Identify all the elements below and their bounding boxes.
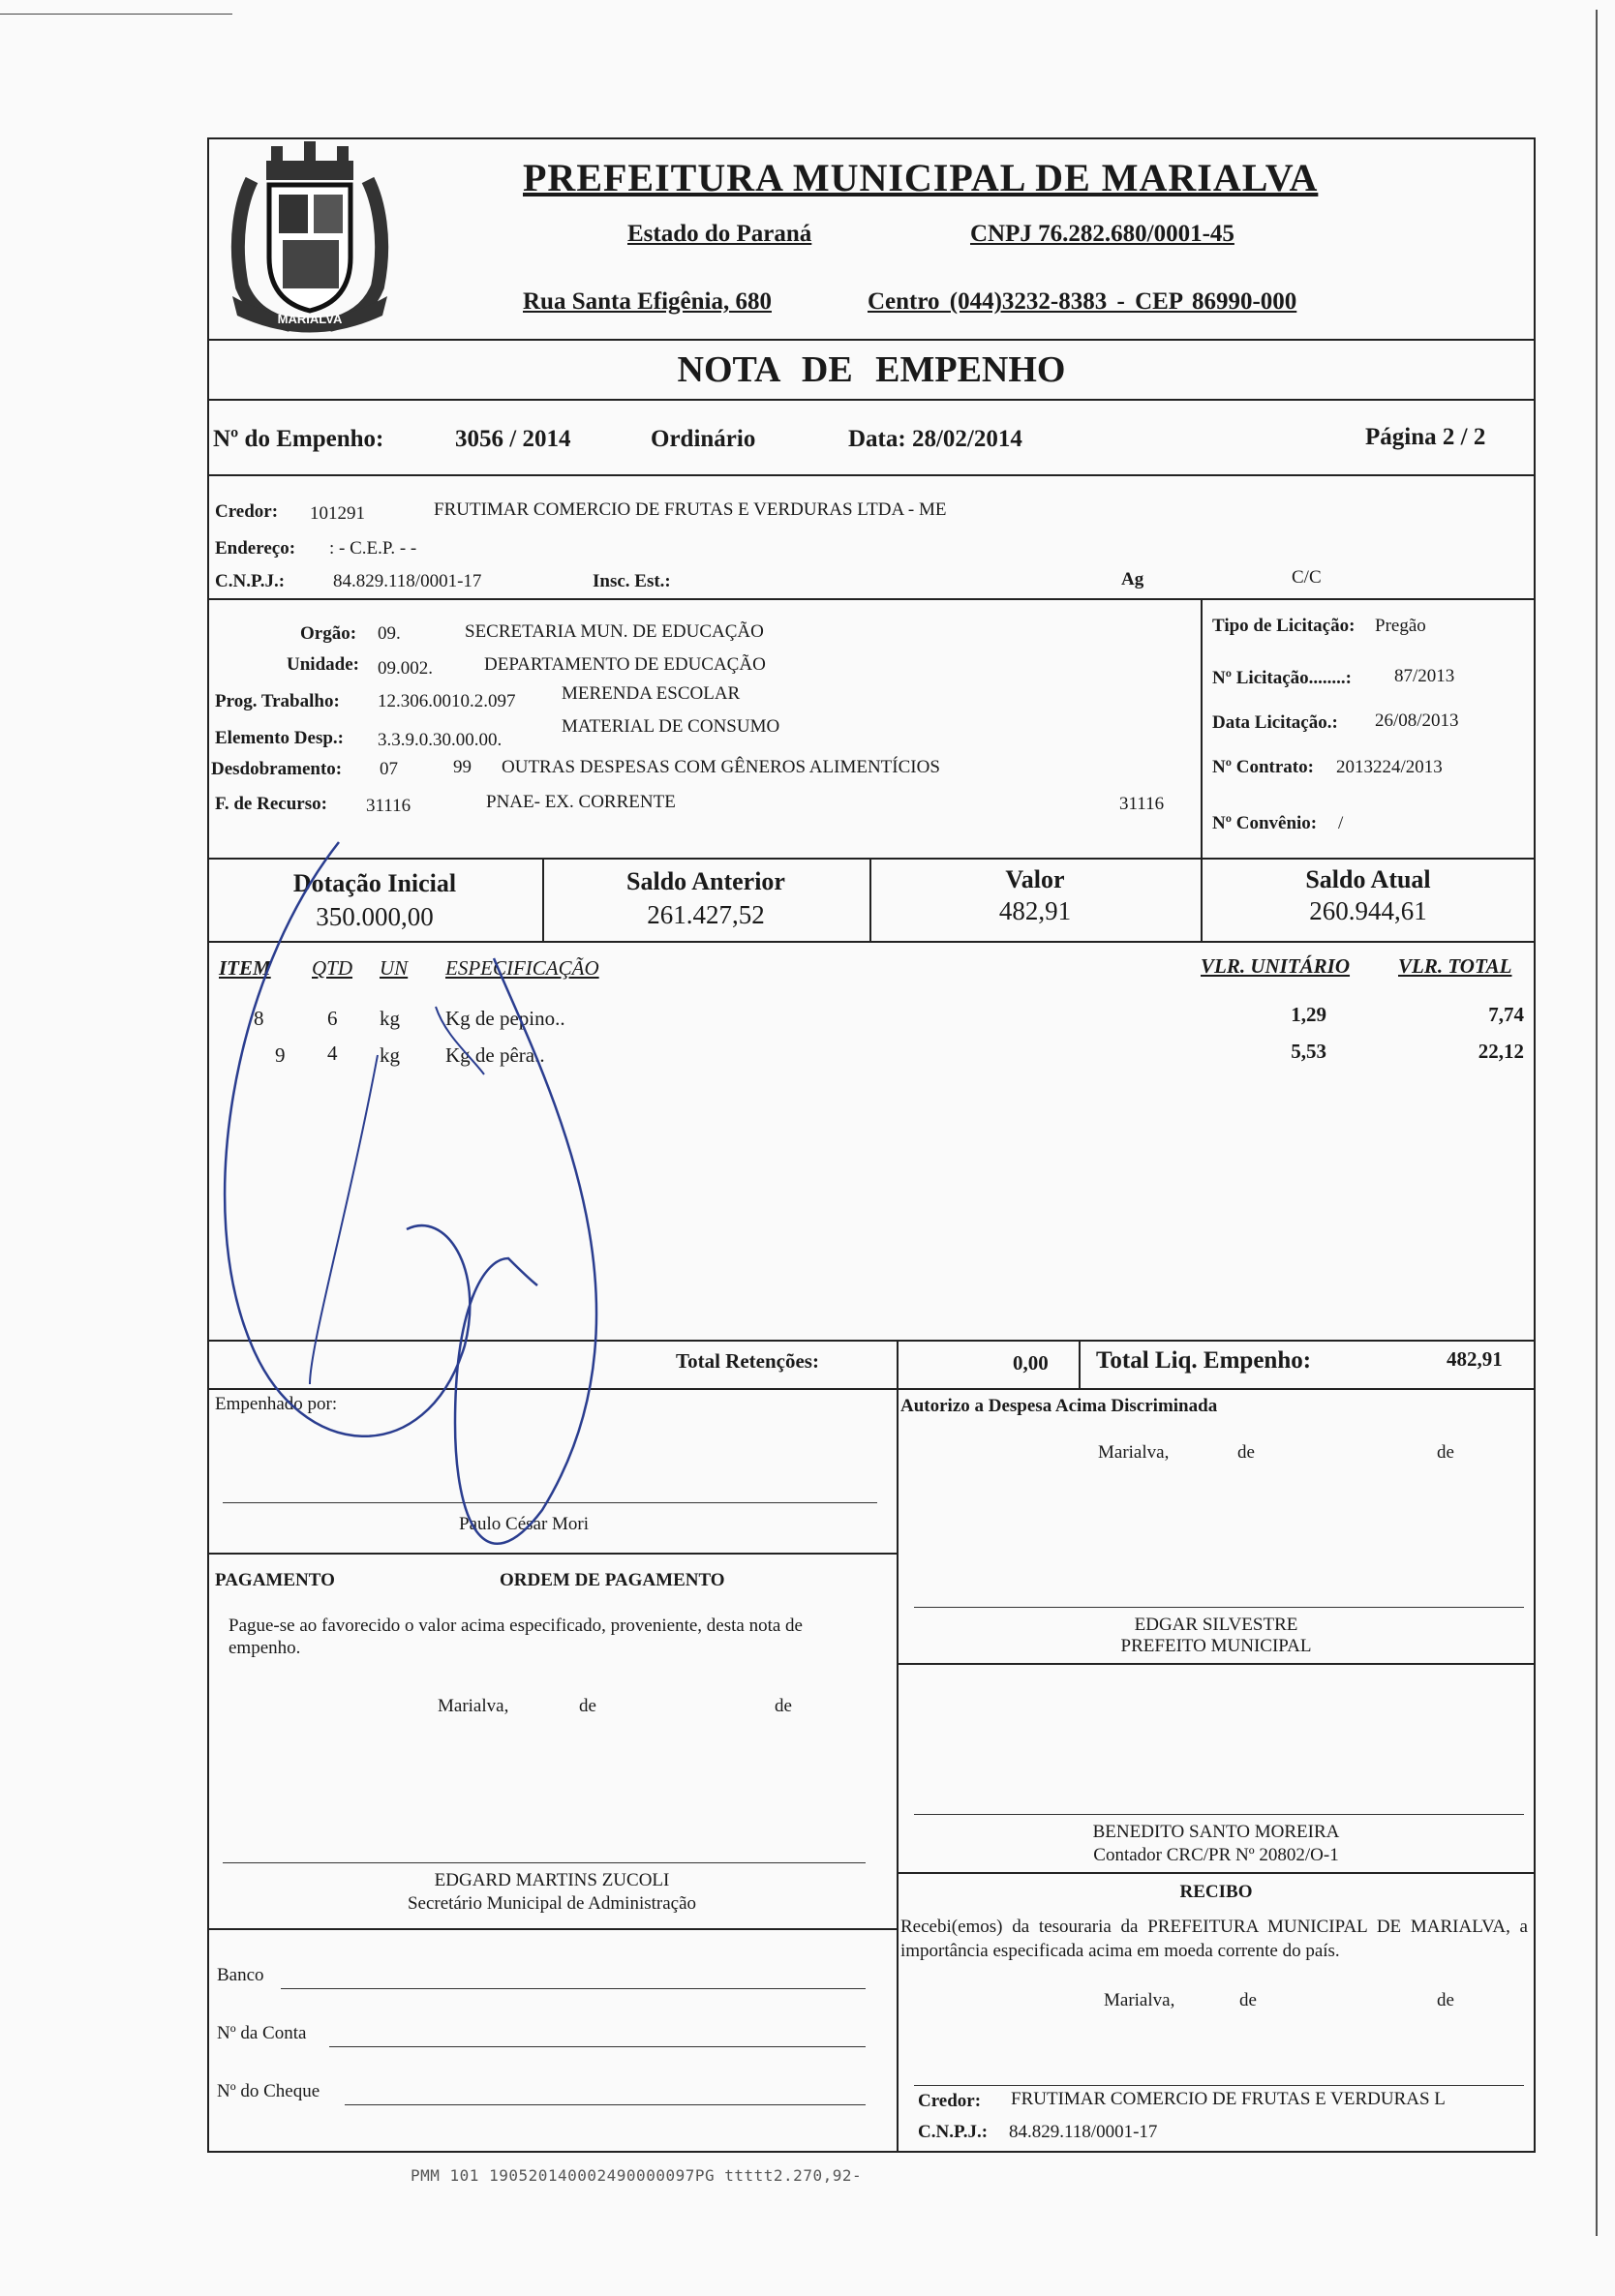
item-number: 8 — [254, 1007, 264, 1030]
empenhado-signer: Paulo César Mori — [459, 1514, 590, 1534]
empenho-number-label: Nº do Empenho: — [213, 426, 384, 452]
empenho-kind: Ordinário — [651, 426, 756, 452]
col-item-header: ITEM — [219, 956, 271, 980]
header-contact: Centro (044)3232-8383 - CEP 86990-000 — [868, 288, 1297, 315]
pagamento-city: Marialva, — [438, 1696, 509, 1716]
municipal-crest-icon — [213, 141, 407, 345]
liq-empenho-label: Total Liq. Empenho: — [1096, 1347, 1312, 1374]
balance-divider — [207, 941, 1536, 943]
unidade-desc: DEPARTAMENTO DE EDUCAÇÃO — [484, 654, 766, 675]
secretary-name: EDGARD MARTINS ZUCOLI — [434, 1870, 670, 1890]
pagamento-text: Pague-se ao favorecido o valor acima especificado, proveniente, desta nota de empenho. — [229, 1616, 803, 1658]
contador-role: Contador CRC/PR Nº 20802/O-1 — [1093, 1845, 1339, 1865]
recibo-de-1: de — [1239, 1990, 1257, 2010]
item-unit-price: 1,29 — [1291, 1003, 1326, 1026]
desdobramento-desc: OUTRAS DESPESAS COM GÊNEROS ALIMENTÍCIOS — [502, 757, 940, 777]
recibo-signature-line — [914, 2085, 1524, 2086]
totals-sep-1 — [897, 1340, 899, 1388]
totals-bottom-line — [207, 1388, 1536, 1390]
pagamento-de-2: de — [775, 1696, 792, 1716]
dotacao-value: 350.000,00 — [316, 902, 434, 931]
recurso-desc: PNAE- EX. CORRENTE — [486, 792, 676, 812]
autorizo-title: Autorizo a Despesa Acima Discriminada — [900, 1396, 1218, 1416]
footer-code: PMM 101 190520140002490000097PG ttttt2.270,92- — [411, 2166, 863, 2185]
unidade-label: Unidade: — [287, 654, 359, 675]
elemento-label: Elemento Desp.: — [215, 728, 344, 748]
item-un: kg — [380, 1007, 400, 1030]
totals-sep-2 — [1079, 1340, 1081, 1388]
autorizo-city: Marialva, — [1098, 1442, 1170, 1463]
item-qtd: 4 — [327, 1042, 338, 1065]
item-total: 22,12 — [1478, 1040, 1524, 1063]
bank-top-line — [207, 1928, 897, 1930]
contador-name: BENEDITO SANTO MOREIRA — [1092, 1822, 1340, 1842]
tipo-licitacao-label: Tipo de Licitação: — [1212, 616, 1356, 636]
desdobramento-code: 07 — [380, 759, 398, 779]
credor-code: 101291 — [310, 503, 365, 524]
pagamento-top-line — [207, 1553, 897, 1555]
cc-label: C/C — [1292, 567, 1322, 588]
ordem-pagamento-label: ORDEM DE PAGAMENTO — [500, 1570, 725, 1590]
crest-banner-text: MARIALVA — [277, 312, 343, 326]
empenho-divider — [207, 474, 1536, 476]
tipo-licitacao-value: Pregão — [1375, 616, 1426, 636]
recibo-cnpj-label: C.N.P.J.: — [918, 2122, 989, 2142]
conta-label: Nº da Conta — [217, 2023, 307, 2043]
recurso-label: F. de Recurso: — [215, 794, 327, 814]
recibo-credor-label: Credor: — [918, 2091, 982, 2111]
unidade-code: 09.002. — [378, 658, 433, 679]
prefeito-signature-line — [914, 1607, 1524, 1608]
ag-label: Ag — [1121, 569, 1144, 589]
autorizo-de-1: de — [1237, 1442, 1255, 1463]
prog-desc: MERENDA ESCOLAR — [562, 683, 741, 704]
recibo-title: RECIBO — [1179, 1882, 1253, 1902]
contrato-value: 2013224/2013 — [1336, 757, 1443, 777]
recibo-top-line — [897, 1872, 1536, 1874]
page-number: Página 2 / 2 — [1365, 424, 1486, 450]
saldo-atual-value: 260.944,61 — [1309, 896, 1427, 925]
insc-est-label: Insc. Est.: — [593, 571, 671, 591]
convenio-label: Nº Convênio: — [1212, 813, 1318, 833]
scan-line — [0, 14, 232, 15]
autorizo-de-2: de — [1437, 1442, 1454, 1463]
conta-field-line[interactable] — [329, 2046, 866, 2047]
col-un-header: UN — [380, 956, 409, 980]
elemento-desc: MATERIAL DE CONSUMO — [562, 716, 780, 737]
col-spec-header: ESPECIFICAÇÃO — [445, 956, 599, 980]
liq-empenho-value: 482,91 — [1447, 1347, 1503, 1371]
empenhado-signature-line — [223, 1502, 877, 1503]
secretary-role: Secretário Municipal de Administração — [407, 1893, 697, 1914]
title-divider — [207, 399, 1536, 401]
credor-label: Credor: — [215, 501, 279, 522]
credor-cnpj-label: C.N.P.J.: — [215, 571, 286, 591]
address-value: : - C.E.P. - - — [329, 538, 417, 559]
state-name: Estado do Paraná — [627, 221, 812, 247]
cheque-label: Nº do Cheque — [217, 2081, 320, 2101]
item-unit-price: 5,53 — [1291, 1040, 1326, 1063]
item-number: 9 — [275, 1043, 286, 1067]
contrato-label: Nº Contrato: — [1212, 757, 1314, 777]
recurso-code-2: 31116 — [1119, 794, 1165, 814]
licitacao-num-label: Nº Licitação........: — [1212, 668, 1352, 688]
address-label: Endereço: — [215, 538, 296, 559]
contador-signature-line — [914, 1814, 1524, 1815]
col-total-header: VLR. TOTAL — [1398, 954, 1512, 978]
credor-cnpj: 84.829.118/0001-17 — [333, 571, 482, 591]
prog-code: 12.306.0010.2.097 — [378, 691, 516, 711]
pagamento-de-1: de — [579, 1696, 596, 1716]
empenhado-label: Empenhado por: — [215, 1394, 338, 1414]
orgao-desc: SECRETARIA MUN. DE EDUCAÇÃO — [465, 621, 764, 642]
recibo-cnpj-value: 84.829.118/0001-17 — [1009, 2122, 1158, 2142]
saldo-anterior-value: 261.427,52 — [647, 900, 765, 929]
totals-top-line — [207, 1340, 1536, 1342]
item-qtd: 6 — [327, 1007, 338, 1030]
scan-edge-line — [1596, 10, 1598, 2236]
prefeito-role: PREFEITO MUNICIPAL — [1120, 1636, 1312, 1656]
retencoes-value: 0,00 — [1013, 1351, 1049, 1375]
document-title: NOTA DE EMPENHO — [677, 349, 1066, 390]
item-un: kg — [380, 1043, 400, 1067]
saldo-atual-label: Saldo Atual — [1305, 865, 1431, 893]
prog-label: Prog. Trabalho: — [215, 691, 340, 711]
orgao-label: Orgão: — [300, 623, 357, 644]
valor-value: 482,91 — [998, 896, 1072, 925]
empenho-number: 3056 / 2014 — [455, 426, 571, 452]
prefeito-name: EDGAR SILVESTRE — [1134, 1615, 1298, 1635]
licitacao-date-value: 26/08/2013 — [1375, 710, 1459, 731]
recibo-credor-value: FRUTIMAR COMERCIO DE FRUTAS E VERDURAS L — [1011, 2089, 1446, 2109]
desdobramento-label: Desdobramento: — [211, 759, 343, 779]
col-unit-price-header: VLR. UNITÁRIO — [1201, 954, 1351, 978]
recibo-city: Marialva, — [1104, 1990, 1175, 2010]
municipality-title: PREFEITURA MUNICIPAL DE MARIALVA — [523, 156, 1319, 199]
cheque-field-line[interactable] — [345, 2104, 866, 2105]
item-spec: Kg de pepino.. — [445, 1007, 565, 1030]
recibo-de-2: de — [1437, 1990, 1454, 2010]
licitacao-divider — [1201, 598, 1203, 858]
elemento-code: 3.3.9.0.30.00.00. — [378, 730, 503, 750]
saldo-anterior-label: Saldo Anterior — [626, 867, 785, 895]
pagamento-label: PAGAMENTO — [215, 1570, 335, 1590]
recibo-text: Recebi(emos) da tesouraria da PREFEITURA MUNICIPAL DE MARIALVA, a importância especificada acima em moeda corrente do país. — [900, 1917, 1528, 1961]
orgao-code: 09. — [378, 623, 401, 644]
credor-name: FRUTIMAR COMERCIO DE FRUTAS E VERDURAS LTDA - ME — [434, 499, 947, 520]
col-qtd-header: QTD — [312, 956, 353, 980]
header-street: Rua Santa Efigênia, 680 — [523, 288, 772, 315]
banco-label: Banco — [217, 1965, 264, 1985]
lower-split — [897, 1388, 899, 2153]
dotacao-label: Dotação Inicial — [292, 869, 457, 897]
secretary-signature-line — [223, 1862, 866, 1863]
item-total: 7,74 — [1488, 1003, 1524, 1026]
credor-divider — [207, 598, 1536, 600]
header-cnpj: CNPJ 76.282.680/0001-45 — [970, 221, 1234, 247]
licitacao-date-label: Data Licitação.: — [1212, 712, 1338, 733]
desdobramento-num: 99 — [453, 757, 472, 777]
empenho-date: Data: 28/02/2014 — [848, 426, 1022, 452]
valor-label: Valor — [1005, 865, 1065, 893]
convenio-value: / — [1338, 813, 1344, 833]
licitacao-num-value: 87/2013 — [1394, 666, 1455, 686]
prefeito-bottom-line — [897, 1663, 1536, 1665]
recurso-code: 31116 — [366, 796, 411, 816]
budget-divider — [207, 858, 1536, 860]
header-divider — [207, 339, 1536, 341]
retencoes-label: Total Retenções: — [676, 1349, 819, 1373]
item-spec: Kg de pêra.. — [445, 1043, 545, 1067]
banco-field-line[interactable] — [281, 1988, 866, 1989]
